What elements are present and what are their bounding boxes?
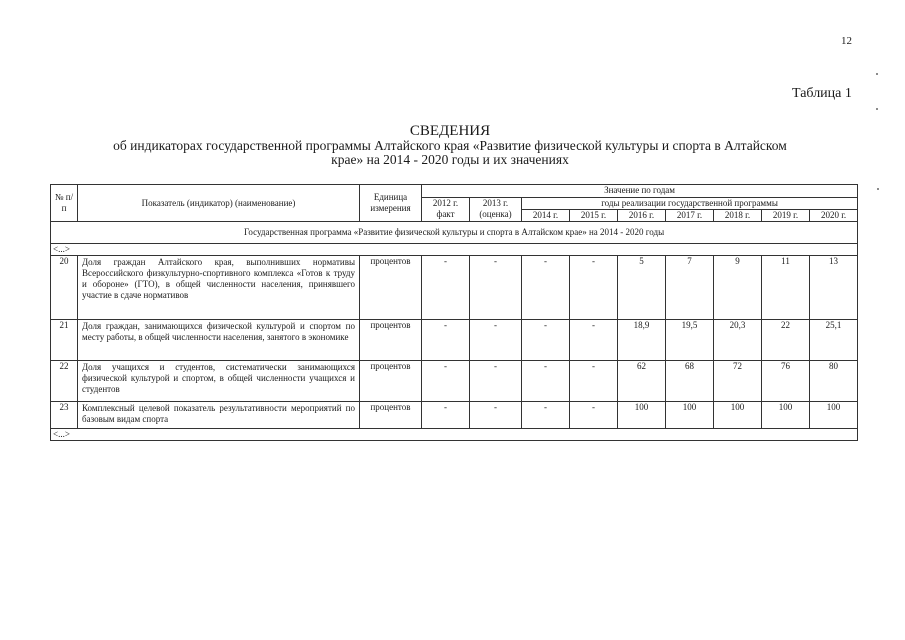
row-value: -	[570, 256, 618, 320]
row-num: 22	[51, 361, 78, 402]
scan-speck	[876, 73, 878, 75]
row-value: 100	[714, 402, 762, 429]
row-indicator: Доля учащихся и студентов, систематически занимающихся физической культурой и спортом, в общей численности учащихся и студентов	[78, 361, 360, 402]
row-value: -	[522, 361, 570, 402]
row-value: -	[570, 402, 618, 429]
table-row	[51, 256, 858, 320]
row-value: 100	[618, 402, 666, 429]
row-value: -	[470, 361, 522, 402]
row-num: 23	[51, 402, 78, 429]
row-value: -	[470, 402, 522, 429]
row-indicator: Комплексный целевой показатель результативности мероприятий по базовым видам спорта	[78, 402, 360, 429]
row-value: 100	[762, 402, 810, 429]
row-value: -	[522, 256, 570, 320]
indicators-table	[50, 184, 858, 441]
table-row	[51, 361, 858, 402]
row-value: 19,5	[666, 320, 714, 361]
row-value: -	[522, 402, 570, 429]
heading-subtitle-line-2: крае» на 2014 - 2020 годы и их значениях	[331, 152, 569, 167]
row-indicator: Доля граждан, занимающихся физической культурой и спортом по месту работы, в общей численности населения, занятого в экономике	[78, 320, 360, 361]
row-value: 72	[714, 361, 762, 402]
row-value: -	[422, 256, 470, 320]
row-num: 20	[51, 256, 78, 320]
row-unit: процентов	[360, 361, 422, 402]
header-year: 2017 г.	[666, 210, 714, 222]
header-year: 2016 г.	[618, 210, 666, 222]
row-value: 62	[618, 361, 666, 402]
row-value: 7	[666, 256, 714, 320]
row-value: 100	[666, 402, 714, 429]
header-year: 2019 г.	[762, 210, 810, 222]
row-value: -	[422, 361, 470, 402]
row-value: 80	[810, 361, 858, 402]
row-unit: процентов	[360, 320, 422, 361]
table-row	[51, 320, 858, 361]
ellipsis-row-top: <...>	[51, 244, 422, 256]
heading-title: СВЕДЕНИЯ	[409, 123, 491, 139]
page-number: 12	[841, 35, 852, 47]
row-value: -	[470, 320, 522, 361]
header-indicator: Показатель (индикатор) (наименование)	[78, 185, 360, 222]
row-value: 100	[810, 402, 858, 429]
row-value: 68	[666, 361, 714, 402]
ellipsis-row-bottom: <...>	[51, 429, 858, 441]
row-value: 25,1	[810, 320, 858, 361]
header-year: 2018 г.	[714, 210, 762, 222]
row-value: 11	[762, 256, 810, 320]
row-value: -	[470, 256, 522, 320]
row-value: 13	[810, 256, 858, 320]
header-year: 2014 г.	[522, 210, 570, 222]
heading-subtitle-line-1: об индикаторах государственной программы Алтайского края «Развитие физической культуры и спорта в Алтайском	[113, 138, 787, 153]
scan-speck	[876, 108, 878, 110]
row-value: 22	[762, 320, 810, 361]
header-value-group: Значение по годам	[422, 185, 858, 198]
header-year-2012: 2012 г. факт	[422, 198, 470, 222]
row-num: 21	[51, 320, 78, 361]
row-value: 18,9	[618, 320, 666, 361]
row-value: 20,3	[714, 320, 762, 361]
table-label: Таблица 1	[792, 86, 852, 101]
header-num: № п/п	[51, 185, 78, 222]
header-year: 2015 г.	[570, 210, 618, 222]
scan-speck	[877, 188, 879, 190]
header-unit: Единица измерения	[360, 185, 422, 222]
row-value: -	[422, 402, 470, 429]
header-impl-years: годы реализации государственной программы	[522, 198, 858, 210]
row-value: -	[522, 320, 570, 361]
header-year: 2020 г.	[810, 210, 858, 222]
row-value: -	[570, 361, 618, 402]
row-value: -	[570, 320, 618, 361]
row-unit: процентов	[360, 402, 422, 429]
row-unit: процентов	[360, 256, 422, 320]
row-value: 9	[714, 256, 762, 320]
table-row	[51, 402, 858, 429]
row-value: -	[422, 320, 470, 361]
header-year-2013: 2013 г. (оценка)	[470, 198, 522, 222]
program-row: Государственная программа «Развитие физической культуры и спорта в Алтайском крае» на 2014 - 2020 годы	[51, 222, 858, 244]
row-indicator: Доля граждан Алтайского края, выполнивших нормативы Всероссийского физкультурно-спортивного комплекса «Готов к труду и обороне» (ГТО), в общей численности населения, принявшего участие в сдаче нормативов	[78, 256, 360, 320]
row-value: 5	[618, 256, 666, 320]
row-value: 76	[762, 361, 810, 402]
